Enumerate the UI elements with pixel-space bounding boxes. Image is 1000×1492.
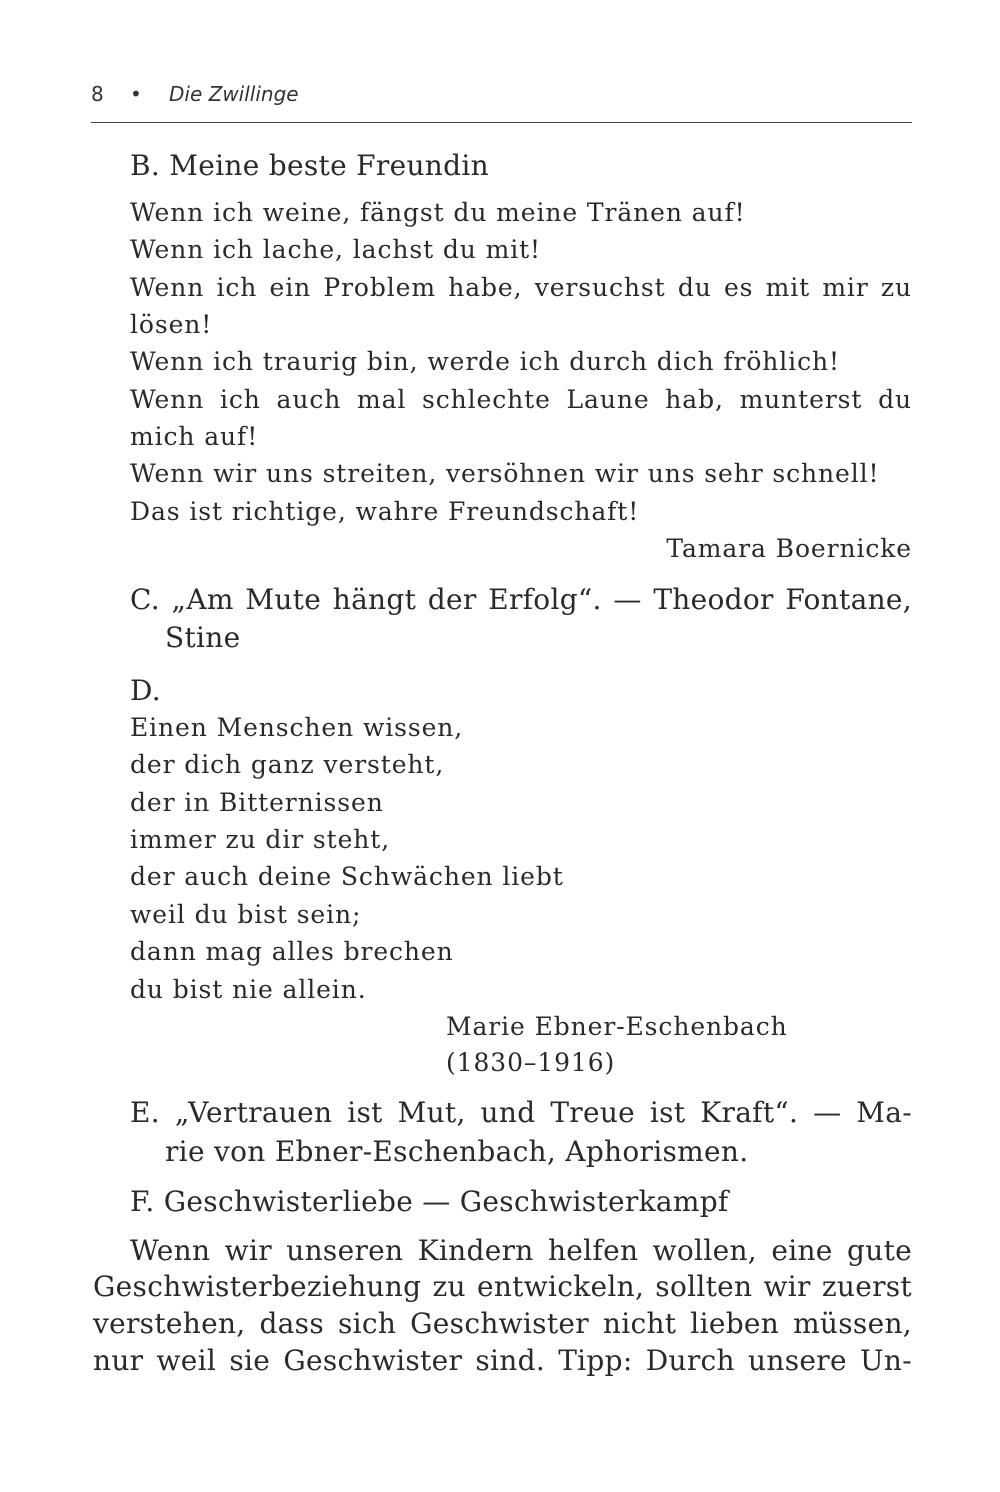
poem-d-line: der in Bitternissen [130,788,384,817]
poem-d-line: Einen Menschen wissen, [130,713,464,742]
section-d-label: D. [130,674,161,707]
poem-b-line: Wenn wir uns streiten, versöhnen wir uns sehr schnell! [130,459,880,488]
poem-b-line: lösen! [130,310,213,339]
poem-b-author: Tamara Boernicke [666,534,912,563]
poem-b-line: Wenn ich auch mal schlechte Laune hab, munterst du [130,385,912,414]
paragraph-f-line: Geschwisterbeziehung zu entwickeln, sollten wir zuerst [93,1270,912,1303]
poem-d-line: weil du bist sein; [130,900,362,929]
poem-d-line: der dich ganz versteht, [130,750,445,779]
poem-d-years: (1830–1916) [446,1048,616,1077]
poem-b-line: mich auf! [130,422,259,451]
poem-d-line: dann mag alles brechen [130,937,454,966]
poem-d-author: Marie Ebner-Eschenbach [446,1012,788,1041]
poem-b-line: Wenn ich traurig bin, werde ich durch dich fröhlich! [130,347,840,376]
poem-d-line: der auch deine Schwächen liebt [130,862,564,891]
quote-e-line: E. „Vertrauen ist Mut, und Treue ist Kraft“. — Ma- [130,1096,912,1129]
poem-b-line: Wenn ich lache, lachst du mit! [130,235,542,264]
poem-b-line: Wenn ich ein Problem habe, versuchst du es mit mir zu [130,273,912,302]
poem-b-line: Das ist richtige, wahre Freundschaft! [130,497,640,526]
bullet-icon: • [130,82,142,106]
quote-e-line: rie von Ebner-Eschenbach, Aphorismen. [165,1135,749,1168]
poem-b-line: Wenn ich weine, fängst du meine Tränen auf! [130,198,746,227]
quote-c-line: Stine [165,621,241,654]
paragraph-f-line: Wenn wir unseren Kindern helfen wollen, eine gute [130,1234,912,1267]
poem-d-line: du bist nie allein. [130,975,367,1004]
running-title: Die Zwillinge [169,82,299,106]
quote-c-line: C. „Am Mute hängt der Erfolg“. — Theodor Fontane, [130,583,912,616]
section-b-heading: B. Meine beste Freundin [130,149,489,182]
page-number: 8 [91,82,104,106]
paragraph-f-line: nur weil sie Geschwister sind. Tipp: Durch unsere Un- [93,1344,912,1377]
paragraph-f-line: verstehen, dass sich Geschwister nicht lieben müssen, [93,1307,912,1340]
section-f-heading: F. Geschwisterliebe — Geschwisterkampf [130,1185,729,1218]
poem-d-line: immer zu dir steht, [130,825,391,854]
running-header [91,78,912,123]
